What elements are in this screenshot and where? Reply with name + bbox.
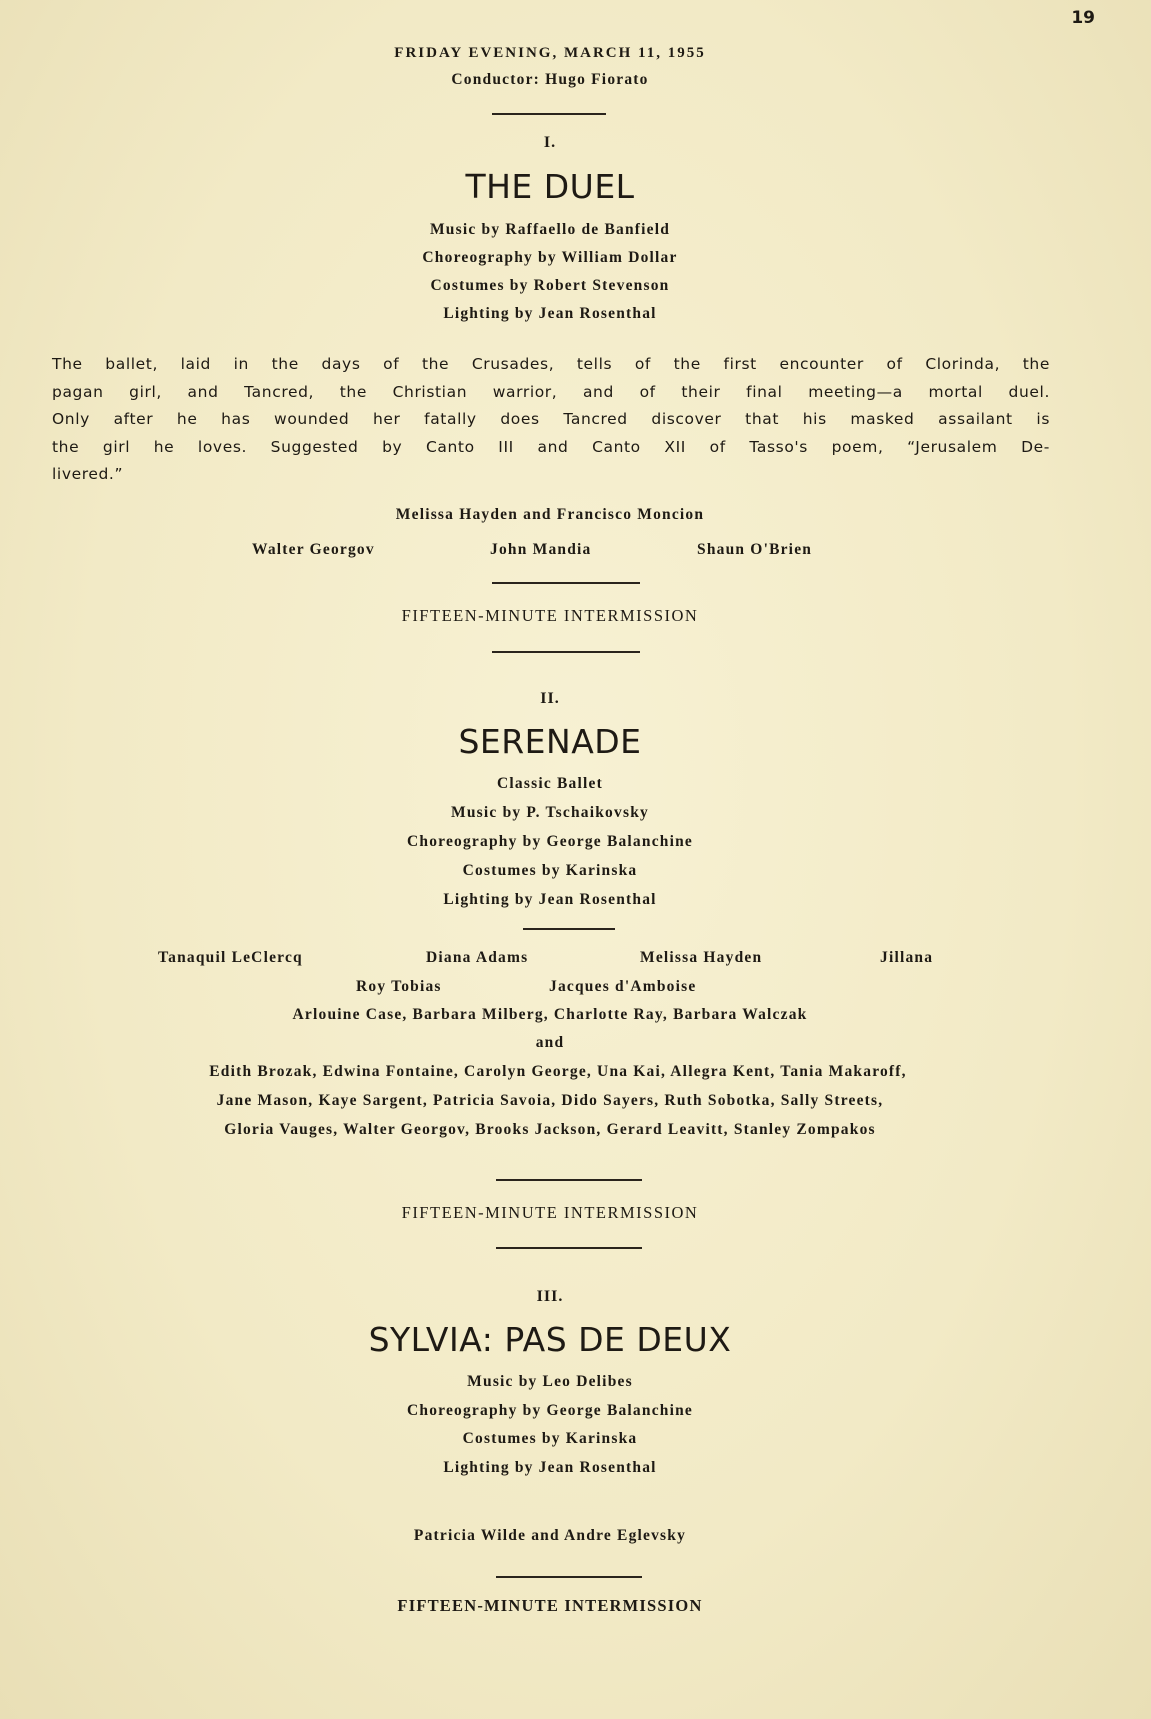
ballet2-corps-line: Gloria Vauges, Walter Georgov, Brooks Jackson, Gerard Leavitt, Stanley Zompakos <box>224 1121 876 1138</box>
ballet2-principal: Melissa Hayden <box>640 949 763 966</box>
divider <box>492 113 606 115</box>
ballet3-numeral: III. <box>536 1288 564 1305</box>
ballet3-title: SYLVIA: PAS DE DEUX <box>368 1320 732 1359</box>
ballet2-corps-line: Jane Mason, Kaye Sargent, Patricia Savoia, Dido Sayers, Ruth Sobotka, Sally Streets, <box>216 1092 884 1109</box>
ballet2-title: SERENADE <box>458 722 642 761</box>
divider <box>496 1576 642 1578</box>
performance-date: FRIDAY EVENING, MARCH 11, 1955 <box>394 45 706 61</box>
ballet2-soloists: Arlouine Case, Barbara Milberg, Charlotte Ray, Barbara Walczak <box>292 1006 808 1023</box>
ballet1-description <box>52 351 1050 489</box>
intermission-2: FIFTEEN-MINUTE INTERMISSION <box>401 1203 699 1222</box>
ballet3-credit: Lighting by Jean Rosenthal <box>443 1459 657 1476</box>
page-number: 19 <box>1071 8 1095 28</box>
description-line: the girl he loves. Suggested by Canto III and Canto XII of Tasso's poem, “Jerusalem De- <box>52 437 1050 456</box>
ballet1-cast-member: Walter Georgov <box>252 541 375 558</box>
ballet2-principal: Roy Tobias <box>356 978 442 995</box>
ballet3-credit: Music by Leo Delibes <box>467 1373 633 1390</box>
divider <box>523 928 615 930</box>
ballet2-credit: Lighting by Jean Rosenthal <box>443 891 657 908</box>
intermission-1: FIFTEEN-MINUTE INTERMISSION <box>401 606 699 625</box>
ballet2-principal: Jillana <box>880 949 934 966</box>
ballet2-corps-line: Edith Brozak, Edwina Fontaine, Carolyn George, Una Kai, Allegra Kent, Tania Makaroff, <box>209 1063 907 1080</box>
ballet2-credit: Classic Ballet <box>497 775 603 792</box>
ballet2-numeral: II. <box>540 690 560 707</box>
ballet2-credit: Music by P. Tschaikovsky <box>451 804 649 821</box>
ballet1-credit: Choreography by William Dollar <box>422 249 678 266</box>
ballet1-cast-member: Shaun O'Brien <box>697 541 813 558</box>
divider <box>492 651 640 653</box>
description-line: pagan girl, and Tancred, the Christian warrior, and of their final meeting—a mortal duel. <box>52 382 1050 401</box>
description-line: The ballet, laid in the days of the Crusades, tells of the first encounter of Clorinda, the <box>52 355 1050 373</box>
ballet1-credit: Costumes by Robert Stevenson <box>430 277 670 294</box>
ballet2-credit: Choreography by George Balanchine <box>406 833 694 850</box>
divider <box>496 1247 642 1249</box>
ballet3-principals: Patricia Wilde and Andre Eglevsky <box>413 1527 687 1544</box>
description-line: livered.” <box>52 465 124 483</box>
ballet2-principal: Tanaquil LeClercq <box>158 949 303 966</box>
ballet1-credit: Music by Raffaello de Banfield <box>429 221 671 238</box>
ballet1-numeral: I. <box>543 134 557 151</box>
ballet1-principals: Melissa Hayden and Francisco Moncion <box>395 506 705 523</box>
ballet1-credit: Lighting by Jean Rosenthal <box>443 305 657 322</box>
ballet2-principal: Jacques d'Amboise <box>549 978 697 995</box>
intermission-3: FIFTEEN-MINUTE INTERMISSION <box>397 1596 703 1615</box>
description-line: Only after he has wounded her fatally does Tancred discover that his masked assailant is <box>52 410 1050 428</box>
ballet3-credit: Choreography by George Balanchine <box>406 1402 694 1419</box>
conductor-line: Conductor: Hugo Fiorato <box>451 71 649 88</box>
ballet1-cast-member: John Mandia <box>490 541 592 558</box>
ballet2-and: and <box>535 1034 565 1051</box>
divider <box>492 582 640 584</box>
divider <box>496 1179 642 1181</box>
ballet3-credit: Costumes by Karinska <box>462 1430 638 1447</box>
ballet1-title: THE DUEL <box>465 167 635 206</box>
ballet2-credit: Costumes by Karinska <box>462 862 638 879</box>
ballet2-principal: Diana Adams <box>426 949 529 966</box>
